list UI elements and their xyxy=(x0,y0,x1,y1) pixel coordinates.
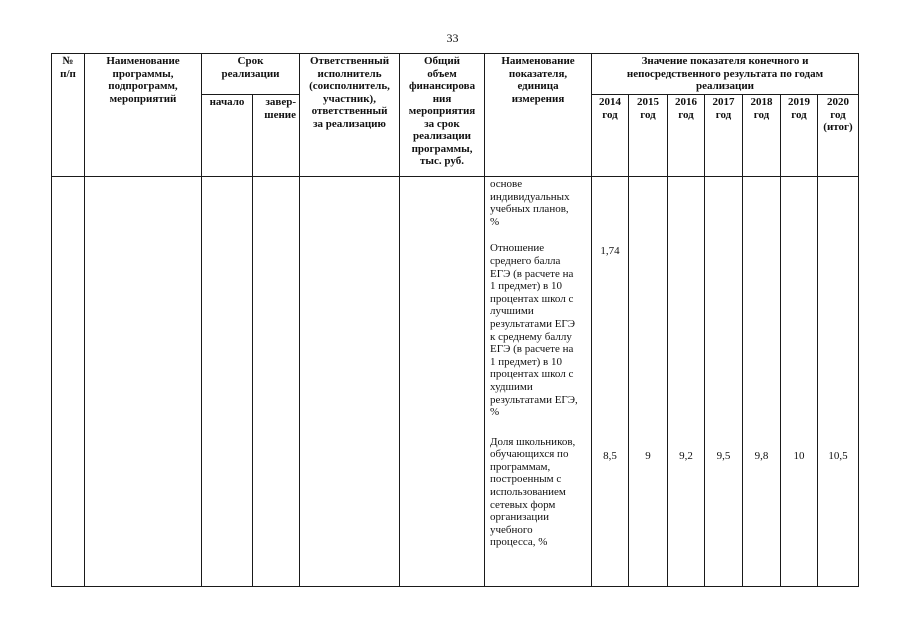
header-program: Наименование программы, подпрограмм, мероприятий xyxy=(85,54,202,177)
value-2017: 9,5 xyxy=(716,450,731,462)
cell-year-2018 xyxy=(743,177,781,587)
indicator-name: Доля школьников, обучающихся по программам, построенным с использованием сетевых форм организации учебного процесса, % xyxy=(490,435,576,549)
cell-num xyxy=(52,177,85,587)
cell-indicators xyxy=(485,177,592,587)
header-term-end: завер- шение xyxy=(253,95,300,177)
value-2014: 8,5 xyxy=(603,450,617,462)
value-2014: 1,74 xyxy=(600,245,620,257)
cell-year-2015 xyxy=(629,177,668,587)
header-year-2016: 2016 год xyxy=(668,95,705,177)
cell-year-2017 xyxy=(705,177,743,587)
header-year-2020: 2020 год (итог) xyxy=(818,95,859,177)
cell-program xyxy=(85,177,202,587)
header-row-1 xyxy=(52,54,859,95)
value-2015: 9 xyxy=(645,450,651,462)
header-responsible: Ответственный исполнитель (соисполнитель, участник), ответственный за реализацию xyxy=(300,54,400,177)
value-2020: 10,5 xyxy=(828,450,848,462)
cell-year-2020 xyxy=(818,177,859,587)
cell-funding xyxy=(400,177,485,587)
header-year-2019: 2019 год xyxy=(781,95,818,177)
header-term-start: начало xyxy=(202,95,253,177)
header-year-2015: 2015 год xyxy=(629,95,668,177)
value-2019: 10 xyxy=(793,450,805,462)
cell-year-2016 xyxy=(668,177,705,587)
header-year-2014: 2014 год xyxy=(592,95,629,177)
table-row xyxy=(52,177,859,587)
cell-year-2014 xyxy=(592,177,629,587)
cell-year-2019 xyxy=(781,177,818,587)
header-year-2018: 2018 год xyxy=(743,95,781,177)
header-year-2017: 2017 год xyxy=(705,95,743,177)
header-funding: Общий объем финансирова ния мероприятия за срок реализации программы, тыс. руб. xyxy=(400,54,485,177)
program-indicators-table xyxy=(51,53,859,587)
value-2018: 9,8 xyxy=(754,450,769,462)
cell-responsible xyxy=(300,177,400,587)
cell-term-end xyxy=(253,177,300,587)
header-indicator: Наименование показателя, единица измерения xyxy=(485,54,592,177)
header-term: Срок реализации xyxy=(202,54,300,95)
indicator-name: основе индивидуальных учебных планов, % xyxy=(490,178,570,228)
value-2016: 9,2 xyxy=(679,450,693,462)
page-number: 33 xyxy=(446,31,459,45)
header-values: Значение показателя конечного и непосредственного результата по годам реализации xyxy=(592,54,859,95)
cell-term-start xyxy=(202,177,253,587)
header-num: № п/п xyxy=(52,54,85,177)
indicator-name: Отношение среднего балла ЕГЭ (в расчете на 1 предмет) в 10 процентах школ с лучшими результатами ЕГЭ к среднему баллу ЕГЭ (в расчете на 1 предмет) в 10 процентах школ с худшими результатами ЕГЭ, % xyxy=(490,242,578,419)
